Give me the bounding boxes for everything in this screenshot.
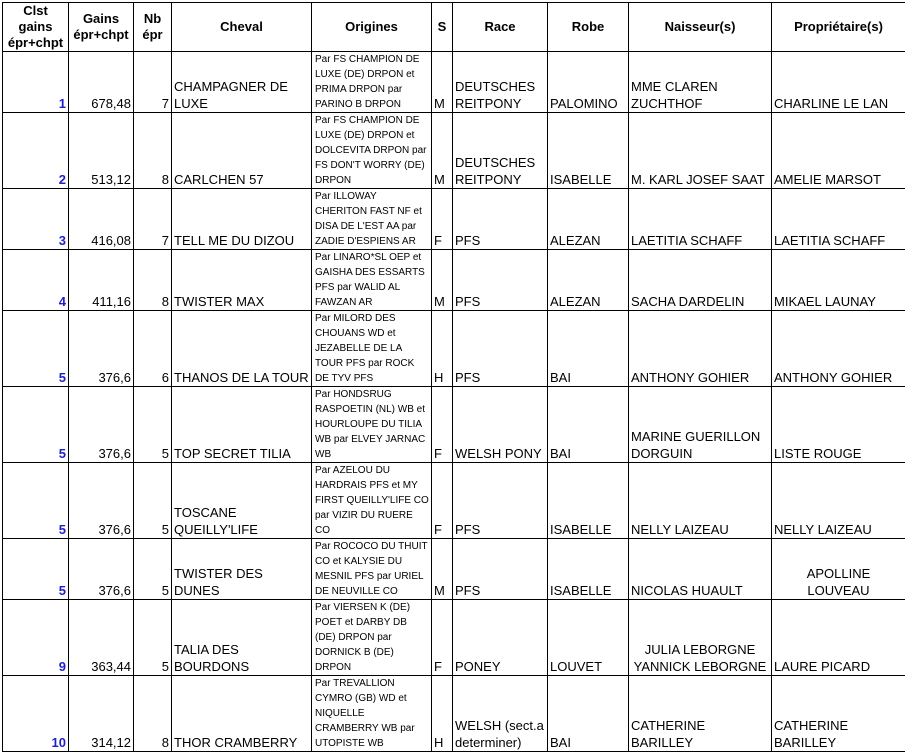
table-row [3, 113, 905, 189]
race-cell: PFS [453, 463, 548, 539]
nb-cell: 5 [134, 539, 172, 600]
header-race: Race [453, 3, 548, 52]
rank-cell: 1 [3, 52, 69, 113]
race-cell: WELSH PONY [453, 387, 548, 463]
cheval-cell: TWISTER DES DUNES [172, 539, 312, 600]
robe-cell: BAI [548, 676, 629, 752]
naisseur-cell: JULIA LEBORGNE YANNICK LEBORGNE [629, 600, 772, 676]
proprietaire-cell: LAURE PICARD [772, 600, 905, 676]
header-proprietaire: Propriétaire(s) [772, 3, 905, 52]
rank-cell: 2 [3, 113, 69, 189]
gains-cell: 376,6 [69, 463, 134, 539]
gains-cell: 376,6 [69, 539, 134, 600]
table-row [3, 600, 905, 676]
naisseur-cell: CATHERINE BARILLEY [629, 676, 772, 752]
naisseur-cell: LAETITIA SCHAFF [629, 189, 772, 250]
origines-cell: Par TREVALLION CYMRO (GB) WD et NIQUELLE CRAMBERRY WB par UTOPISTE WB [312, 676, 432, 752]
cheval-cell: TWISTER MAX [172, 250, 312, 311]
sexe-cell: F [432, 600, 453, 676]
rank-cell: 9 [3, 600, 69, 676]
rank-cell: 3 [3, 189, 69, 250]
gains-cell: 411,16 [69, 250, 134, 311]
rank-cell: 5 [3, 311, 69, 387]
nb-cell: 8 [134, 250, 172, 311]
proprietaire-cell: CHARLINE LE LAN [772, 52, 905, 113]
gains-cell: 314,12 [69, 676, 134, 752]
header-cheval: Cheval [172, 3, 312, 52]
origines-cell: Par AZELOU DU HARDRAIS PFS et MY FIRST QUEILLY'LIFE CO par VIZIR DU RUERE CO [312, 463, 432, 539]
header-naisseur: Naisseur(s) [629, 3, 772, 52]
origines-cell: Par FS CHAMPION DE LUXE (DE) DRPON et PRIMA DRPON par PARINO B DRPON [312, 52, 432, 113]
header-rank: Clst gains épr+chpt [3, 3, 69, 52]
gains-cell: 416,08 [69, 189, 134, 250]
sexe-cell: M [432, 52, 453, 113]
cheval-cell: THOR CRAMBERRY [172, 676, 312, 752]
sexe-cell: H [432, 311, 453, 387]
header-sexe: S [432, 3, 453, 52]
origines-cell: Par ILLOWAY CHERITON FAST NF et DISA DE L'EST AA par ZADIE D'ESPIENS AR [312, 189, 432, 250]
header-origines: Origines [312, 3, 432, 52]
gains-cell: 376,6 [69, 387, 134, 463]
naisseur-cell: M. KARL JOSEF SAAT [629, 113, 772, 189]
origines-cell: Par HONDSRUG RASPOETIN (NL) WB et HOURLOUPE DU TILIA WB par ELVEY JARNAC WB [312, 387, 432, 463]
rank-cell: 10 [3, 676, 69, 752]
sexe-cell: M [432, 539, 453, 600]
robe-cell: BAI [548, 311, 629, 387]
race-cell: DEUTSCHES REITPONY [453, 113, 548, 189]
robe-cell: BAI [548, 387, 629, 463]
proprietaire-cell: NELLY LAIZEAU [772, 463, 905, 539]
table-row [3, 311, 905, 387]
cheval-cell: CARLCHEN 57 [172, 113, 312, 189]
header-robe: Robe [548, 3, 629, 52]
cheval-cell: THANOS DE LA TOUR [172, 311, 312, 387]
nb-cell: 5 [134, 463, 172, 539]
race-cell: PFS [453, 250, 548, 311]
header-nb: Nb épr [134, 3, 172, 52]
naisseur-cell: SACHA DARDELIN [629, 250, 772, 311]
naisseur-cell: NICOLAS HUAULT [629, 539, 772, 600]
rank-cell: 5 [3, 539, 69, 600]
robe-cell: ISABELLE [548, 463, 629, 539]
race-cell: PONEY [453, 600, 548, 676]
robe-cell: PALOMINO [548, 52, 629, 113]
race-cell: PFS [453, 189, 548, 250]
header-row [3, 3, 905, 52]
proprietaire-cell: AMELIE MARSOT [772, 113, 905, 189]
race-cell: WELSH (sect.a determiner) [453, 676, 548, 752]
sexe-cell: M [432, 250, 453, 311]
cheval-cell: TOP SECRET TILIA [172, 387, 312, 463]
proprietaire-cell: LISTE ROUGE [772, 387, 905, 463]
table-row [3, 189, 905, 250]
nb-cell: 7 [134, 189, 172, 250]
table-row [3, 387, 905, 463]
results-table [2, 2, 905, 752]
nb-cell: 7 [134, 52, 172, 113]
naisseur-cell: NELLY LAIZEAU [629, 463, 772, 539]
race-cell: DEUTSCHES REITPONY [453, 52, 548, 113]
robe-cell: ALEZAN [548, 250, 629, 311]
nb-cell: 8 [134, 113, 172, 189]
origines-cell: Par MILORD DES CHOUANS WD et JEZABELLE DE LA TOUR PFS par ROCK DE TYV PFS [312, 311, 432, 387]
gains-cell: 513,12 [69, 113, 134, 189]
table-row [3, 676, 905, 752]
table-row [3, 250, 905, 311]
nb-cell: 8 [134, 676, 172, 752]
table-row [3, 52, 905, 113]
sexe-cell: H [432, 676, 453, 752]
nb-cell: 5 [134, 600, 172, 676]
naisseur-cell: MARINE GUERILLON DORGUIN [629, 387, 772, 463]
origines-cell: Par FS CHAMPION DE LUXE (DE) DRPON et DOLCEVITA DRPON par FS DON'T WORRY (DE) DRPON [312, 113, 432, 189]
origines-cell: Par VIERSEN K (DE) POET et DARBY DB (DE) DRPON par DORNICK B (DE) DRPON [312, 600, 432, 676]
sexe-cell: F [432, 189, 453, 250]
sexe-cell: F [432, 463, 453, 539]
gains-cell: 363,44 [69, 600, 134, 676]
rank-cell: 4 [3, 250, 69, 311]
cheval-cell: TALIA DES BOURDONS [172, 600, 312, 676]
nb-cell: 6 [134, 311, 172, 387]
cheval-cell: TOSCANE QUEILLY'LIFE [172, 463, 312, 539]
proprietaire-cell: APOLLINE LOUVEAU [772, 539, 905, 600]
proprietaire-cell: ANTHONY GOHIER [772, 311, 905, 387]
proprietaire-cell: MIKAEL LAUNAY [772, 250, 905, 311]
cheval-cell: CHAMPAGNER DE LUXE [172, 52, 312, 113]
race-cell: PFS [453, 311, 548, 387]
naisseur-cell: MME CLAREN ZUCHTHOF [629, 52, 772, 113]
proprietaire-cell: LAETITIA SCHAFF [772, 189, 905, 250]
table-row [3, 539, 905, 600]
robe-cell: ISABELLE [548, 113, 629, 189]
sexe-cell: F [432, 387, 453, 463]
robe-cell: ISABELLE [548, 539, 629, 600]
robe-cell: ALEZAN [548, 189, 629, 250]
race-cell: PFS [453, 539, 548, 600]
origines-cell: Par LINARO*SL OEP et GAISHA DES ESSARTS PFS par WALID AL FAWZAN AR [312, 250, 432, 311]
origines-cell: Par ROCOCO DU THUIT CO et KALYSIE DU MESNIL PFS par URIEL DE NEUVILLE CO [312, 539, 432, 600]
robe-cell: LOUVET [548, 600, 629, 676]
rank-cell: 5 [3, 387, 69, 463]
rank-cell: 5 [3, 463, 69, 539]
gains-cell: 678,48 [69, 52, 134, 113]
nb-cell: 5 [134, 387, 172, 463]
gains-cell: 376,6 [69, 311, 134, 387]
table-row [3, 463, 905, 539]
sexe-cell: M [432, 113, 453, 189]
header-gains: Gains épr+chpt [69, 3, 134, 52]
proprietaire-cell: CATHERINE BARILLEY [772, 676, 905, 752]
cheval-cell: TELL ME DU DIZOU [172, 189, 312, 250]
naisseur-cell: ANTHONY GOHIER [629, 311, 772, 387]
